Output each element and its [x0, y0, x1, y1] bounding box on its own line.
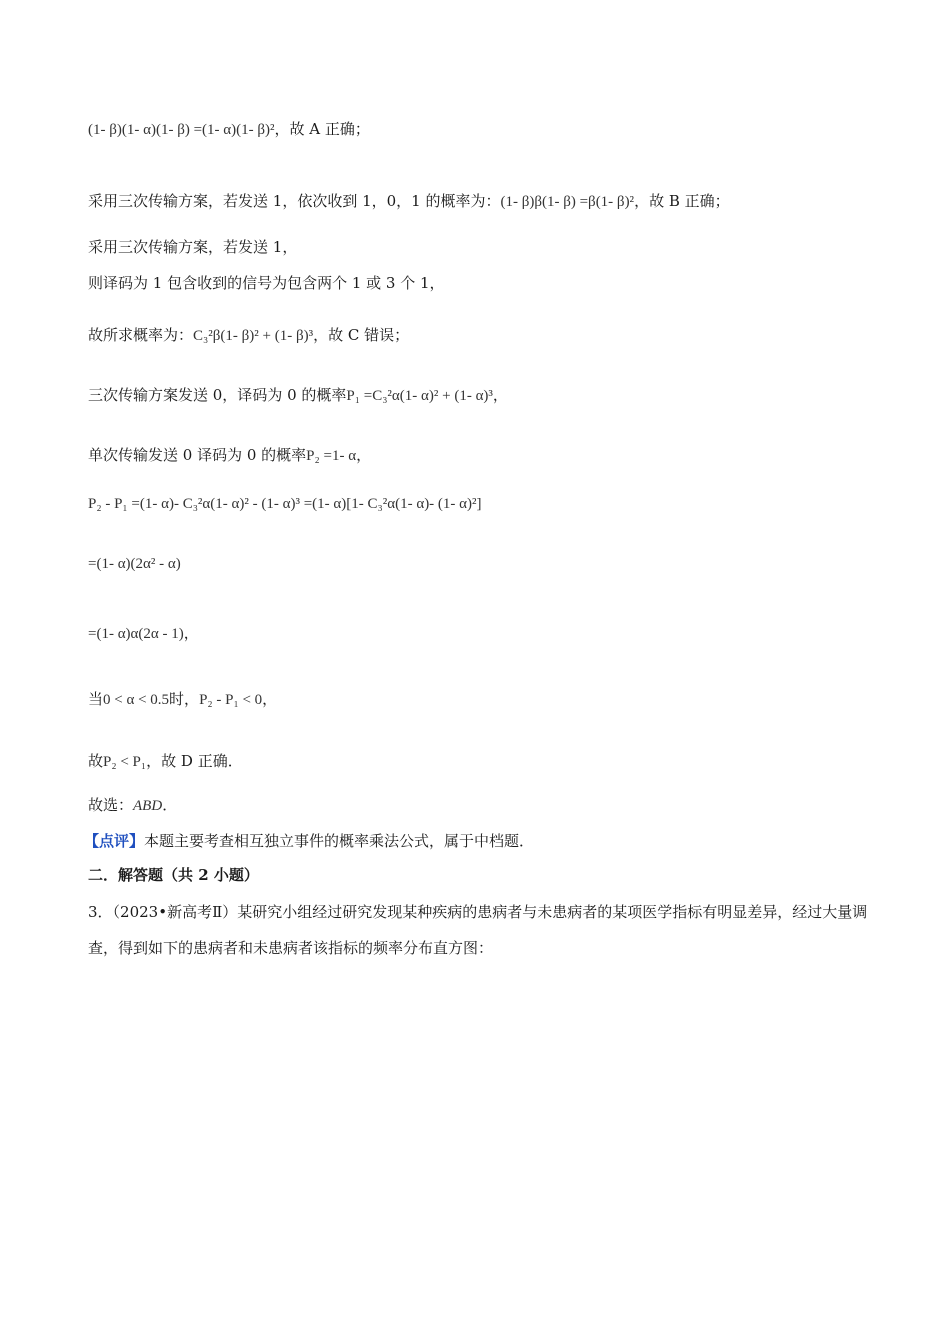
- line-option-b: [88, 190, 730, 213]
- text-b-conclusion: ，故 B 正确；: [634, 192, 730, 210]
- text-b: 采用三次传输方案，若发送 1，依次收到 1，0，1 的概率为：: [88, 192, 501, 210]
- text-decode-rule: 则译码为 1 包含收到的信号为包含两个 1 或 3 个 1，: [88, 274, 445, 292]
- section-heading: [88, 864, 259, 886]
- line-simplify-2: [88, 622, 199, 645]
- section-heading-text: 二．解答题（共 2 小题）: [88, 866, 259, 884]
- line-three-transmit: [88, 236, 297, 258]
- question-3: [88, 894, 880, 966]
- punct-p2: ，: [356, 446, 372, 464]
- formula-p2-less-p1: P₂ < P₁: [103, 754, 147, 770]
- line-option-d: [88, 750, 243, 773]
- text-a-conclusion: ，故 A 正确；: [274, 120, 370, 138]
- formula-p2: P₂ =1- α: [306, 448, 357, 464]
- formula-difference: P₂ - P₁ =(1- α)- C₃²α(1- α)² - (1- α)³ =(1- α)[1- C₃²α(1- α)- (1- α)²]: [88, 496, 482, 512]
- formula-simplify-2: =(1- α)α(2α - 1): [88, 626, 184, 642]
- line-simplify-1: [88, 552, 181, 575]
- line-condition: [88, 688, 277, 711]
- line-answer: [88, 794, 177, 817]
- text-answer-label: 故选：: [88, 796, 134, 814]
- formula-a: (1- β)(1- α)(1- β) =(1- α)(1- β)²: [88, 122, 275, 138]
- formula-b: (1- β)β(1- β) =β(1- β)²: [500, 194, 635, 210]
- comment-text: 本题主要考查相互独立事件的概率乘法公式，属于中档题．: [144, 832, 535, 850]
- formula-simplify-1: =(1- α)(2α² - α): [88, 556, 181, 572]
- line-decode-rule: [88, 272, 445, 294]
- text-time: 时，: [169, 690, 200, 708]
- punct-simplify-2: ，: [183, 624, 199, 642]
- line-comment: [84, 830, 534, 852]
- formula-alpha-range: 0 < α < 0.5: [103, 692, 170, 708]
- text-d-conclusion: ，故 D 正确．: [146, 752, 243, 770]
- text-p2: 单次传输发送 0 译码为 0 的概率: [88, 446, 307, 464]
- line-option-c: [88, 324, 409, 347]
- text-three-transmit: 采用三次传输方案，若发送 1，: [88, 238, 298, 256]
- line-p2: [88, 444, 371, 467]
- formula-p1: P₁ =C₃²α(1- α)² + (1- α)³: [346, 388, 493, 404]
- punct-condition: ，: [262, 690, 278, 708]
- punct-answer: ．: [162, 796, 178, 814]
- formula-c: C₃²β(1- β)² + (1- β)³: [193, 328, 314, 344]
- punct-p1: ，: [492, 386, 508, 404]
- line-difference: [88, 492, 482, 515]
- comment-tag: 【点评】: [84, 832, 145, 850]
- text-therefore: 故: [88, 752, 104, 770]
- line-p1: [88, 384, 508, 407]
- text-when: 当: [88, 690, 104, 708]
- answer-value: ABD: [133, 798, 163, 814]
- text-c: 故所求概率为：: [88, 326, 194, 344]
- text-p1: 三次传输方案发送 0，译码为 0 的概率: [88, 386, 347, 404]
- formula-p-diff-negative: P₂ - P₁ < 0: [199, 692, 263, 708]
- text-c-conclusion: ，故 C 错误；: [313, 326, 410, 344]
- line-option-a: [88, 118, 370, 141]
- question-3-text: 3．（2023•新高考Ⅱ）某研究小组经过研究发现某种疾病的患病者与未患病者的某项医学指标有明显差异，经过大量调查，得到如下的患病者和未患病者该指标的频率分布直方图：: [88, 903, 868, 957]
